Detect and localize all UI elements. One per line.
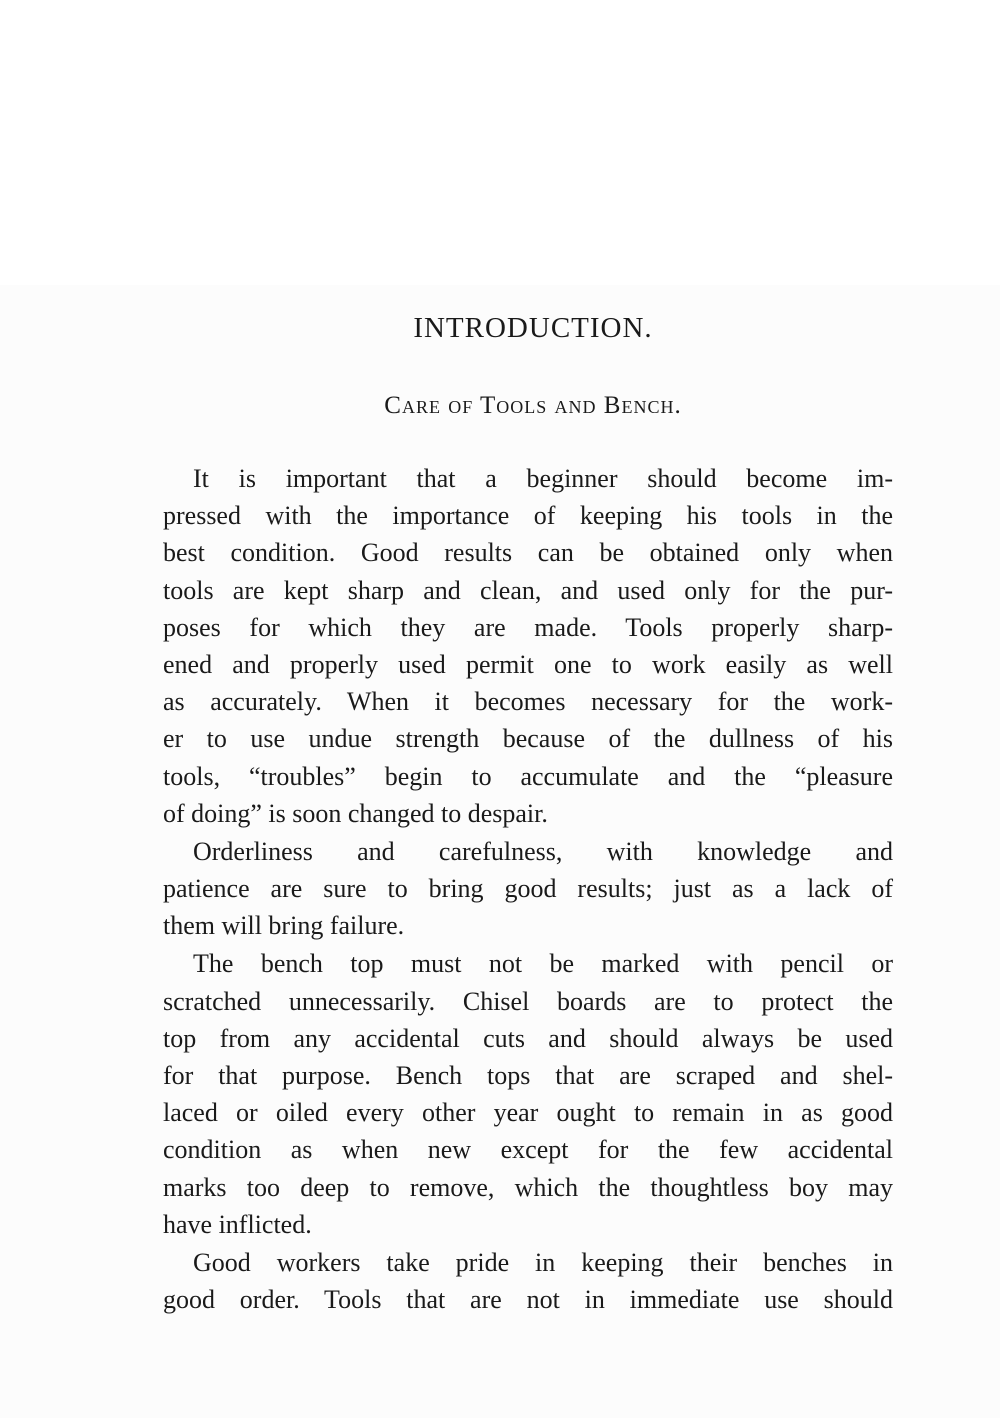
text-line: good order. Tools that are not in immediate use should [163, 1285, 893, 1315]
text-line: have inflicted. [163, 1209, 312, 1239]
text-line: of doing” is soon changed to despair. [163, 798, 548, 828]
text-line: as accurately. When it becomes necessary for the work- [163, 687, 893, 717]
chapter-heading: INTRODUCTION. [413, 312, 653, 344]
text-line: condition as when new except for the few accidental [163, 1135, 893, 1165]
text-line: top from any accidental cuts and should always be used [163, 1023, 893, 1053]
paragraph [163, 1244, 893, 1318]
section-subheading: Care of Tools and Bench. [384, 392, 682, 419]
paragraph [163, 833, 893, 945]
text-line: best condition. Good results can be obtained only when [163, 538, 893, 568]
text-line: The bench top must not be marked with pencil or [193, 949, 893, 979]
text-line: marks too deep to remove, which the thoughtless boy may [163, 1172, 893, 1202]
text-line: pressed with the importance of keeping his tools in the [163, 501, 893, 531]
text-line: Good workers take pride in keeping their benches in [193, 1247, 893, 1277]
text-line: patience are sure to bring good results; just as a lack of [163, 874, 893, 904]
text-line: Orderliness and carefulness, with knowledge and [193, 836, 893, 866]
text-line: scratched unnecessarily. Chisel boards are to protect the [163, 986, 893, 1016]
text-line: tools are kept sharp and clean, and used only for the pur- [163, 575, 893, 605]
paragraph [163, 460, 893, 832]
text-line: for that purpose. Bench tops that are scraped and shel- [163, 1061, 893, 1090]
text-line: ened and properly used permit one to work easily as well [163, 649, 893, 679]
text-line: them will bring failure. [163, 911, 405, 941]
body-text [163, 460, 893, 1319]
text-line: It is important that a beginner should become im- [193, 464, 893, 493]
text-line: laced or oiled every other year ought to remain in as good [163, 1098, 893, 1128]
text-line: er to use undue strength because of the dullness of his [163, 724, 893, 754]
paragraph [163, 945, 893, 1243]
text-line: tools, “troubles” begin to accumulate and the “pleasure [163, 761, 893, 791]
text-line: poses for which they are made. Tools properly sharp- [163, 612, 893, 642]
